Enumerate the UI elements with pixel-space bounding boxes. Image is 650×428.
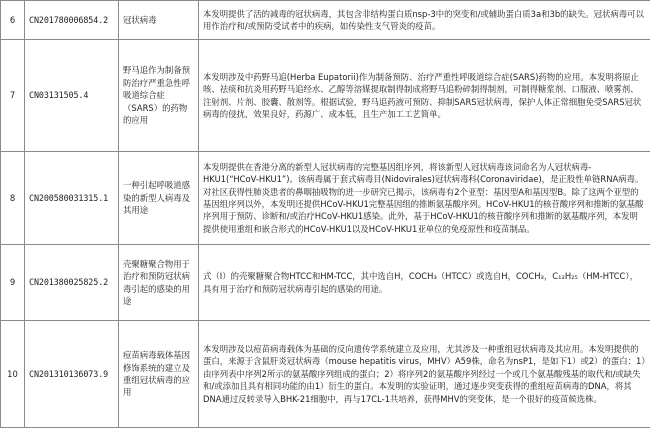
application-number: CN201380025825.2: [25, 245, 119, 321]
table-row: [1, 1, 650, 40]
table-row: [1, 152, 650, 245]
application-number: CN201310136073.9: [25, 321, 119, 428]
patent-abstract: 式（I）的壳聚糖聚合物HTCC和HM-TCC，其中选自H，COCH₃（HTCC）或选自H，COCH₃，C₁₂H₂₅（HM-HTCC），具有用于治疗和预防冠状病毒引起的感染的用途。: [199, 245, 650, 321]
row-number: 8: [1, 152, 25, 245]
patent-abstract: 本发明涉及中药野马追(Herba Eupatorii)作为制备预防、治疗严重性呼吸道综合症(SARS)药物的应用。本发明将原止咳、祛痰和抗炎用药野马追经水、乙醇等溶媒提取制得制成将野马追粉碎制得制剂，可制得糖浆剂、口服液、喷雾剂、注射剂、片剂、胶囊、散剂等。根据试验，野马追药液可预防、抑制SARS冠状病毒，保护人体正常细胞免受SARS冠状病毒的侵扰，效果良好，药源广、成本低，且生产加工工艺简单。: [199, 40, 650, 152]
table-row: [1, 40, 650, 152]
patent-abstract: 本发明提供了活的减毒的冠状病毒，其包含非结构蛋白质nsp-3中的突变和/或辅助蛋白质3a和3b的缺失。冠状病毒可以用作治疗和/或预防受试者中的疾病，如传染性支气管炎的疫苗。: [199, 1, 650, 40]
application-number: CN201780006854.2: [25, 1, 119, 40]
row-number: 6: [1, 1, 25, 40]
patent-abstract: 本发明提供在香港分离的新型人冠状病毒的完整基因组序列，将该新型人冠状病毒该词命名为人冠状病毒-HKU1(“HCoV-HKU1”)。该病毒属于套式病毒目(Nidovirales)冠状病毒科(Coronaviridae)，是正股性单链RNA病毒。对社区获得性肺炎患者的鼻咽抽吸物的进一步研究已揭示，该病毒有2个亚型：基因型A和基因型B。除了这两个亚型的基因组序列以外，本发明还提供HCoV-HKU1完整基因组的推断氨基酸序列。HCoV-HKU1的核苷酸序列和推断的氨基酸序列用于预防、诊断和/或治疗HCoV-HKU1感染。此外，基于HCoV-HKU1的核苷酸序列和推断的氨基酸序列，本发明提供使用重组和嵌合形式的HCoV-HKU1以及HCoV-HKU1亚单位的免疫原性和疫苗制品。: [199, 152, 650, 245]
table-row: [1, 321, 650, 428]
row-number: 10: [1, 321, 25, 428]
row-number: 7: [1, 40, 25, 152]
table-row: [1, 245, 650, 321]
patent-title: 痘苗病毒载体基因修饰系统的建立及重组冠状病毒的应用: [119, 321, 199, 428]
patent-title: 野马追作为制备预防治疗严重急性呼吸道综合症（SARS）的药物的应用: [119, 40, 199, 152]
row-number: 9: [1, 245, 25, 321]
patent-title: 壳聚糖聚合物用于治疗和预防冠状病毒引起的感染的用途: [119, 245, 199, 321]
application-number: CN200580031315.1: [25, 152, 119, 245]
patent-title: 冠状病毒: [119, 1, 199, 40]
patent-title: 一种引起呼吸道感染的新型人病毒及其用途: [119, 152, 199, 245]
application-number: CN03131505.4: [25, 40, 119, 152]
patent-abstract: 本发明涉及以痘苗病毒载体为基础的反向遗传学系统建立及应用，尤其涉及一种重组冠状病毒及其应用。本发明提供的蛋白，来源于含鼠肝炎冠状病毒（mouse hepatitis virus，MHV）A59株，命名为nsP1，是如下1）或2）的蛋白：1）由序列表中序列2所示的氨基酸序列组成的蛋白；2）将序列2的氨基酸序列经过一个或几个氨基酸残基的取代和/或缺失和/或添加且具有相同功能的由1）衍生的蛋白。本发明的实验证明，通过逐步突变获得的重组痘苗病毒的DNA，将其DNA通过反转录导入BHK-21细胞中，再与17CL-1共培养，获得MHV的突变体，是一个很好的疫苗候选株。: [199, 321, 650, 428]
